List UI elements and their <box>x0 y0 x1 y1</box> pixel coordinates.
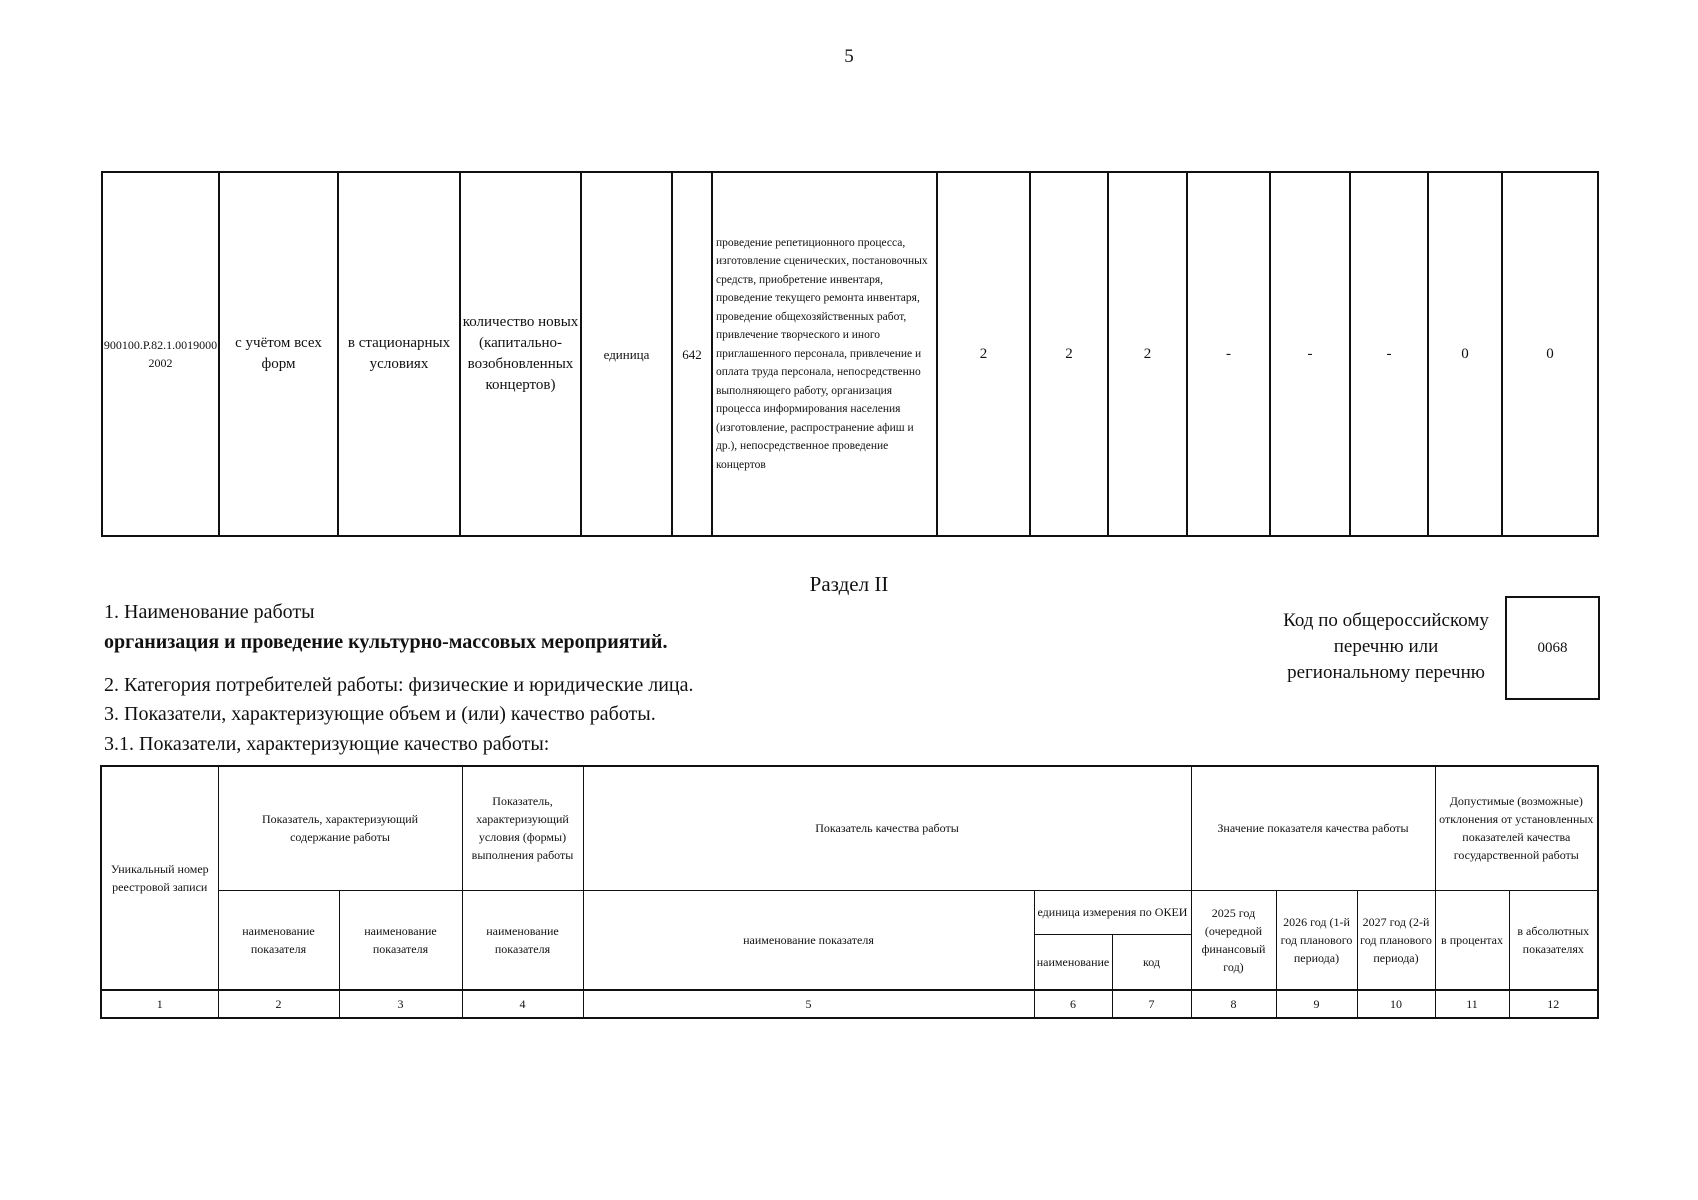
quality-value-header: Значение показателя качества работы <box>1191 766 1435 890</box>
column-number: 6 <box>1034 990 1112 1018</box>
okei-code-header: код <box>1112 934 1191 990</box>
registry-code-box: 0068 <box>1505 596 1600 700</box>
absolute-header: в абсолютных показателях <box>1509 890 1598 990</box>
column-number: 7 <box>1112 990 1191 1018</box>
deviation-cell: 0 <box>1502 172 1598 536</box>
okei-unit-header: единица измерения по ОКЕИ <box>1034 890 1191 934</box>
work-name-label: 1. Наименование работы <box>104 601 315 623</box>
year-2027-header: 2027 год (2-й год планового периода) <box>1357 890 1435 990</box>
year-2025-header: 2025 год (очередной финансовый год) <box>1191 890 1276 990</box>
percent-header: в процентах <box>1435 890 1509 990</box>
quality-indicators-heading: 3.1. Показатели, характеризующие качество работы: <box>104 733 550 755</box>
page-number: 5 <box>844 46 854 67</box>
table-header-row <box>101 766 1598 890</box>
okei-code-cell: 642 <box>672 172 712 536</box>
column-number: 9 <box>1276 990 1357 1018</box>
indicators-heading: 3. Показатели, характеризующие объем и (или) качество работы. <box>104 703 656 725</box>
content-indicator-header: Показатель, характеризующий содержание работы <box>218 766 462 890</box>
content-indicator-cell: в стационарных условиях <box>338 172 460 536</box>
column-number: 3 <box>339 990 462 1018</box>
indicator-name-header: наименование показателя <box>218 890 339 990</box>
unit-cell: единица <box>581 172 672 536</box>
table-header-row <box>101 890 1598 934</box>
column-number: 1 <box>101 990 218 1018</box>
section-title: Раздел II <box>809 572 889 596</box>
indicator-name-header: наименование показателя <box>462 890 583 990</box>
year-2026-header: 2026 год (1-й год планового периода) <box>1276 890 1357 990</box>
column-number: 2 <box>218 990 339 1018</box>
description-cell: проведение репетиционного процесса, изготовление сценических, постановочных средств, приобретение инвентаря, проведение текущего ремонта инвентаря, проведение общехозяйственных работ, привлечение творческого и иного приглашенного персонала, привлечение и оплата труда персонала, непосредственно выполняющего работу, организация процесса информирования населения (изготовление, распространение афиш и др.), непосредственное проведение концертов <box>712 172 937 536</box>
deviation-header: Допустимые (возможные) отклонения от установленных показателей качества государственной работы <box>1435 766 1598 890</box>
table-row <box>102 172 1598 536</box>
registry-code-label <box>1270 608 1502 686</box>
indicator-name-cell: количество новых (капитально-возобновленных концертов) <box>460 172 581 536</box>
okei-name-header: наименование <box>1034 934 1112 990</box>
quality-indicators-table <box>100 765 1599 1019</box>
column-number: 8 <box>1191 990 1276 1018</box>
column-numbers-row <box>101 990 1598 1018</box>
indicator-name-header: наименование показателя <box>339 890 462 990</box>
value-cell: 2 <box>1030 172 1108 536</box>
value-cell: - <box>1187 172 1270 536</box>
volume-indicators-table <box>101 171 1599 537</box>
registry-code-label-line: Код по общероссийскому <box>1283 610 1489 631</box>
column-number: 11 <box>1435 990 1509 1018</box>
value-cell: 2 <box>937 172 1030 536</box>
work-name-value: организация и проведение культурно-массовых мероприятий. <box>104 631 668 653</box>
consumers-category: 2. Категория потребителей работы: физические и юридические лица. <box>104 674 694 696</box>
column-number: 4 <box>462 990 583 1018</box>
column-number: 10 <box>1357 990 1435 1018</box>
column-number: 12 <box>1509 990 1598 1018</box>
value-cell: - <box>1350 172 1428 536</box>
registry-code-label-line: перечню или <box>1333 636 1439 657</box>
deviation-cell: 0 <box>1428 172 1502 536</box>
content-indicator-cell: с учётом всех форм <box>219 172 338 536</box>
value-cell: 2 <box>1108 172 1187 536</box>
quality-name-header: наименование показателя <box>583 890 1034 990</box>
column-number: 5 <box>583 990 1034 1018</box>
registry-number-header: Уникальный номер реестровой записи <box>101 766 218 990</box>
quality-indicator-header: Показатель качества работы <box>583 766 1191 890</box>
value-cell: - <box>1270 172 1350 536</box>
condition-indicator-header: Показатель, характеризующий условия (формы) выполнения работы <box>462 766 583 890</box>
registry-number-cell: 900100.Р.82.1.00190002002 <box>102 172 219 536</box>
registry-code-label-line: региональному перечню <box>1287 662 1485 683</box>
